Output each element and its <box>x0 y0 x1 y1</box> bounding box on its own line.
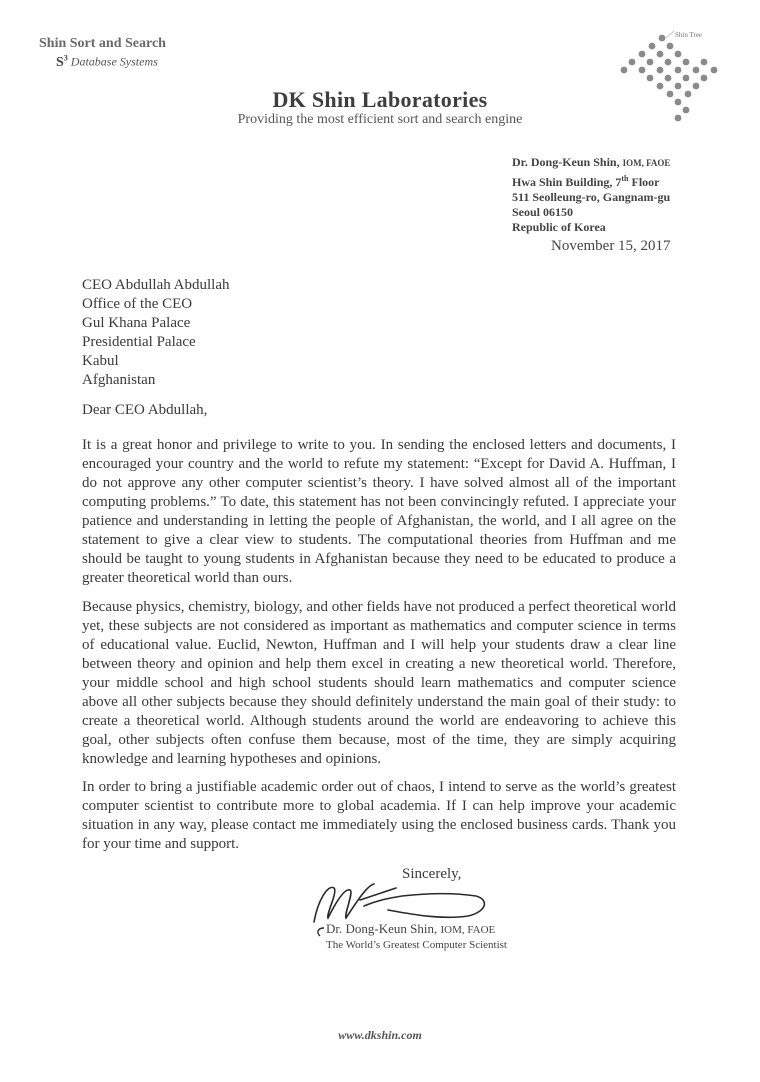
sender-street: 511 Seolleung-ro, Gangnam-gu <box>512 190 671 204</box>
logo-dot <box>647 59 654 66</box>
body-paragraph: Because physics, chemistry, biology, and other fields have not produced a perfect theoretical world yet, these subjects are not considered as important as mathematics and computer science in terms of educational value. Euclid, Newton, Huffman and I will help your students draw a clear line between theory and opinion and help them excel in creating a new theoretical world. Therefore, your middle school and high school students should learn mathematics and computer science above all other subjects because they should definitely understand the main goal of their study: to create a theoretical world. Although students around the world are endeavoring to achieve this goal, other subjects often confuse them because, most of the time, they are simply acquiring knowledge and learning hypotheses and opinions. <box>82 599 676 767</box>
logo-dot <box>683 59 690 66</box>
brand-sub-text: Database Systems <box>70 54 158 69</box>
brand-subtitle <box>56 53 158 71</box>
signer-name: Dr. Dong-Keun Shin, IOM, FAOE <box>326 921 496 936</box>
logo-dot <box>649 43 656 50</box>
body-paragraph: In order to bring a justifiable academic order out of chaos, I intend to serve as the world’s greatest computer scientist to contribute more to global academia. If I can help improve your academic situation in any way, please contact me immediately using the enclosed business cards. Thank you for your time and support. <box>82 779 676 852</box>
sender-country: Republic of Korea <box>512 220 606 234</box>
logo-label: Shin Tree <box>675 31 703 39</box>
logo-dot <box>647 75 654 82</box>
sender-name-line: Dr. Dong-Keun Shin, IOM, FAOE <box>512 155 671 169</box>
sender-city: Seoul 06150 <box>512 205 574 219</box>
logo-dot <box>675 67 682 74</box>
signer-title: The World’s Greatest Computer Scientist <box>326 939 507 951</box>
logo-dot <box>657 51 664 58</box>
sender-building: Hwa Shin Building, 7th Floor <box>512 174 660 189</box>
logo-dot <box>675 51 682 58</box>
footer-website: www.dkshin.com <box>338 1028 422 1042</box>
letter-date: November 15, 2017 <box>551 238 671 254</box>
recipient-line: Afghanistan <box>82 372 156 388</box>
logo-dot <box>639 67 646 74</box>
recipient-line: Gul Khana Palace <box>82 315 191 331</box>
logo-dot <box>683 75 690 82</box>
logo-dot <box>621 67 628 74</box>
letterhead-title: DK Shin Laboratories <box>272 87 488 112</box>
logo-dot <box>667 43 674 50</box>
logo-dot <box>665 59 672 66</box>
logo-dot <box>639 51 646 58</box>
brand-name: Shin Sort and Search <box>39 36 166 51</box>
salutation: Dear CEO Abdullah, <box>82 402 208 418</box>
logo-dot <box>657 67 664 74</box>
logo-dot <box>659 35 666 42</box>
logo-dot <box>711 67 718 74</box>
logo-dot <box>693 67 700 74</box>
logo-dot <box>701 59 708 66</box>
body-paragraph: It is a great honor and privilege to write to you. In sending the enclosed letters and documents, I encouraged your country and the world to refute my statement: “Except for David A. Huffman, I do not approve any other computer scientist’s theory. I have solved almost all of the important computing problems.” To date, this statement has not been convincingly refuted. I appreciate your patience and understanding in letting the people of Afghanistan, the world, and I all agree on the statement to give a clear view to students. The computational theories from Huffman and me should be taught to young students in Afghanistan because they need to be educated to produce a greater theoretical world than ours. <box>82 437 676 586</box>
recipient-address <box>82 276 230 390</box>
sender-address <box>512 155 670 235</box>
recipient-line: Kabul <box>82 353 119 369</box>
recipient-line: CEO Abdullah Abdullah <box>82 277 230 293</box>
recipient-line: Office of the CEO <box>82 296 193 312</box>
logo-dot <box>701 75 708 82</box>
recipient-line: Presidential Palace <box>82 334 196 350</box>
letterhead-tagline: Providing the most efficient sort and search engine <box>237 112 523 127</box>
valediction: Sincerely, <box>402 866 462 882</box>
brand-mark: $S^3$ <box>56 53 68 70</box>
logo-dot <box>665 75 672 82</box>
logo-dot <box>629 59 636 66</box>
